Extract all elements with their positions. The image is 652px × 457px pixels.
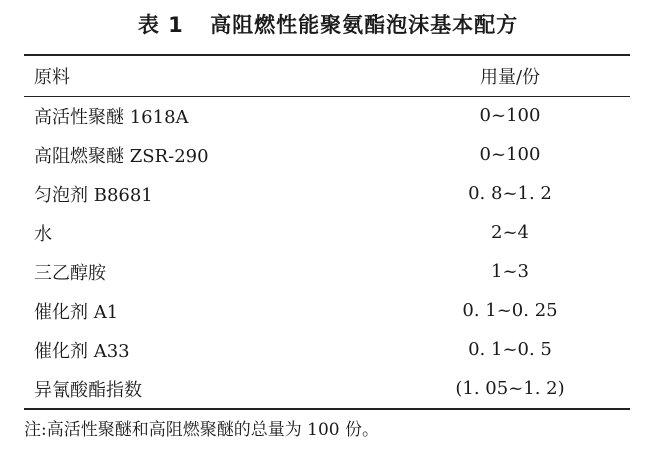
material-cell: 水 — [34, 223, 52, 245]
table-row — [24, 174, 630, 213]
amount-cell: 0. 1~0. 5 — [468, 339, 552, 360]
table-row — [24, 213, 630, 252]
material-cell: 异氰酸酯指数 — [34, 379, 142, 401]
table-note: 注:高活性聚醚和高阻燃聚醚的总量为 100 份。 — [24, 420, 379, 440]
amount-cell: 0. 1~0. 25 — [462, 300, 558, 321]
material-cell: 三乙醇胺 — [34, 262, 106, 284]
amount-cell: 0. 8~1. 2 — [468, 183, 552, 204]
table-header-row — [24, 56, 630, 96]
table-label: 表 1 — [137, 13, 184, 37]
bottom-rule — [24, 408, 630, 410]
table-row — [24, 96, 630, 135]
header-material: 原料 — [34, 67, 70, 88]
table-caption — [26, 0, 630, 50]
table-row — [24, 330, 630, 369]
table-row — [24, 291, 630, 330]
material-cell: 高阻燃聚醚 ZSR-290 — [34, 145, 209, 167]
material-cell: 催化剂 A1 — [34, 301, 119, 323]
table-row — [24, 252, 630, 291]
amount-cell: 2~4 — [491, 222, 529, 243]
material-cell: 匀泡剂 B8681 — [34, 184, 153, 206]
amount-cell: 1~3 — [491, 261, 529, 282]
amount-cell: (1. 05~1. 2) — [455, 378, 565, 399]
header-amount: 用量/份 — [479, 67, 541, 88]
amount-cell: 0~100 — [479, 105, 541, 126]
formulation-table — [24, 56, 630, 408]
material-cell: 高活性聚醚 1618A — [34, 106, 189, 128]
table-row — [24, 369, 630, 408]
amount-cell: 0~100 — [479, 144, 541, 165]
table-title: 高阻燃性能聚氨酯泡沫基本配方 — [210, 13, 519, 37]
material-cell: 催化剂 A33 — [34, 340, 130, 362]
table-row — [24, 135, 630, 174]
